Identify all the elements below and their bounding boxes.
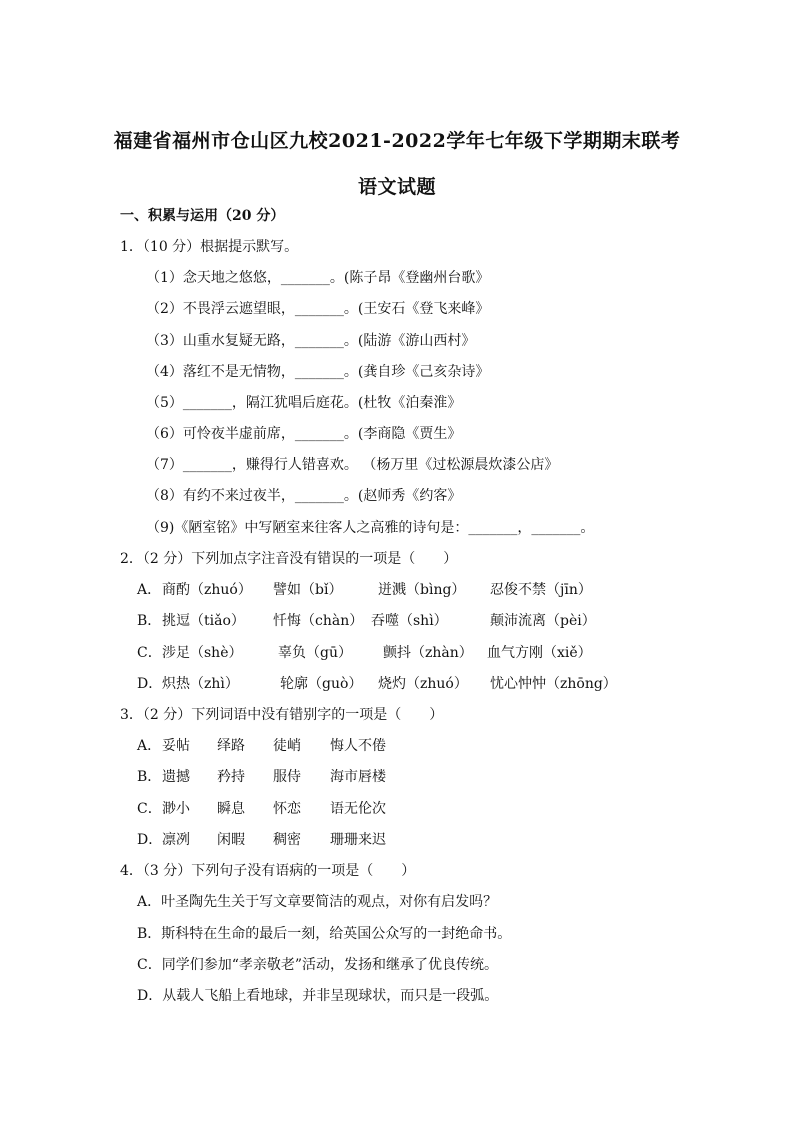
q4-option-a: A．叶圣陶先生关于写文章要简洁的观点，对你有启发吗？ xyxy=(137,894,498,910)
option-word: 吞噬（shì） xyxy=(371,613,448,629)
option-word: 瞬息 xyxy=(217,801,245,817)
q1-item: （2）不畏浮云遮望眼，_______。(王安石《登飞来峰》 xyxy=(146,301,490,317)
option-word: 血气方刚（xiě） xyxy=(487,645,592,661)
option-word: 譬如（bǐ） xyxy=(273,582,343,598)
option-word: 迸溅（bìng） xyxy=(378,582,466,598)
option-word: 海市唇楼 xyxy=(330,769,386,785)
option-word: 服侍 xyxy=(273,769,301,785)
question-2-stem: 2．（2 分）下列加点字注音没有错误的一项是（ ） xyxy=(120,551,458,567)
q1-item: （8）有约不来过夜半，_______。(赵师秀《约客》 xyxy=(146,488,462,504)
q1-item: （4）落红不是无情物，_______。(龚自珍《己亥杂诗》 xyxy=(146,364,490,380)
exam-subtitle: 语文试题 xyxy=(357,176,436,198)
option-label: C． xyxy=(137,645,162,661)
exam-title: 福建省福州市仓山区九校2021-2022学年七年级下学期期末联考 xyxy=(113,130,681,152)
option-word: 悔人不倦 xyxy=(330,738,386,754)
option-word: 商酌（zhuó） xyxy=(162,582,252,598)
option-word: 颤抖（zhàn） xyxy=(383,645,473,661)
option-word: 涉足（shè） xyxy=(162,645,243,661)
q4-option-c: C．同学们参加“孝亲敬老”活动，发扬和继承了优良传统。 xyxy=(137,957,499,973)
option-word: 遗撼 xyxy=(162,769,190,785)
option-word: 忏悔（chàn） xyxy=(273,613,364,629)
option-word: 烧灼（zhuó） xyxy=(378,676,468,692)
option-word: 矜持 xyxy=(217,769,245,785)
option-word: 凛冽 xyxy=(162,832,190,848)
q1-item: （1）念天地之悠悠，_______。(陈子昂《登幽州台歌》 xyxy=(146,270,490,286)
option-label: C． xyxy=(137,801,162,817)
option-word: 忧心忡忡（zhōng） xyxy=(490,676,617,692)
question-4-stem: 4．（3 分）下列句子没有语病的一项是（ ） xyxy=(120,863,416,879)
q4-option-d: D．从载人飞船上看地球，并非呈现球状，而只是一段弧。 xyxy=(137,988,499,1004)
option-label: D． xyxy=(137,832,163,848)
option-word: 绎路 xyxy=(217,738,245,754)
option-word: 渺小 xyxy=(162,801,190,817)
option-word: 怀恋 xyxy=(273,801,301,817)
q1-item: （5）_______，隔江犹唱后庭花。(杜牧《泊秦淮》 xyxy=(146,395,462,411)
section-heading: 一、积累与运用（20 分） xyxy=(120,208,285,224)
option-word: 颠沛流离（pèi） xyxy=(490,613,596,629)
option-word: 闲暇 xyxy=(217,832,245,848)
option-label: A． xyxy=(137,582,162,598)
option-word: 徒峭 xyxy=(273,738,301,754)
option-label: A． xyxy=(137,738,162,754)
option-label: B． xyxy=(137,613,162,629)
option-word: 挑逗（tiǎo） xyxy=(162,613,245,629)
question-3-stem: 3．（2 分）下列词语中没有错别字的一项是（ ） xyxy=(120,707,444,723)
q1-item: （9)《陋室铭》中写陋室来往客人之高雅的诗句是：_______，_______。 xyxy=(146,520,595,536)
option-word: 珊珊来迟 xyxy=(330,832,386,848)
question-1-stem: 1．（10 分）根据提示默写。 xyxy=(120,239,299,255)
option-word: 辜负（gū） xyxy=(278,645,352,661)
q4-option-b: B．斯科特在生命的最后一刻，给英国公众写的一封绝命书。 xyxy=(137,926,512,942)
option-label: D． xyxy=(137,676,163,692)
option-word: 忍俊不禁（jīn） xyxy=(490,582,592,598)
option-word: 稠密 xyxy=(273,832,301,848)
option-word: 轮廓（guò） xyxy=(280,676,363,692)
q1-item: （7）_______，赚得行人错喜欢。 （杨万里《过松源晨炊漆公店》 xyxy=(146,457,559,473)
option-label: B． xyxy=(137,769,162,785)
option-word: 妥帖 xyxy=(162,738,190,754)
option-word: 语无伦次 xyxy=(330,801,386,817)
q1-item: （3）山重水复疑无路，_______。(陆游《游山西村》 xyxy=(146,333,476,349)
option-word: 炽热（zhì） xyxy=(162,676,239,692)
q1-item: （6）可怜夜半虚前席，_______。(李商隐《贾生》 xyxy=(146,426,462,442)
